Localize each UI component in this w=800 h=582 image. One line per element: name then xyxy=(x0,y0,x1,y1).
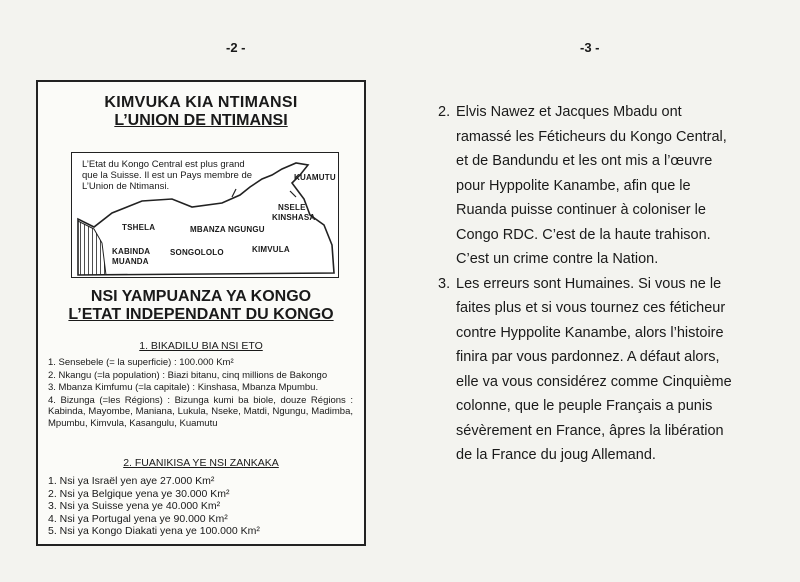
list-item: 2. Nkangu (=la population) : Biazi bitanu, cinq millions de Bakongo xyxy=(48,369,328,381)
box-title-kimvuka: KIMVUKA KIA NTIMANSI xyxy=(104,94,298,111)
map-label-kinshasa: KINSHASA xyxy=(272,213,316,222)
section2-list xyxy=(48,475,353,538)
text-line: Ruanda puisse continuer à coloniser le xyxy=(456,202,706,218)
map-label-tshela: TSHELA xyxy=(122,223,156,232)
section1-heading: 1. BIKADILU BIA NSI ETO xyxy=(139,340,263,352)
text-line: faites plus et si vous tournez ces féticheur xyxy=(456,300,726,316)
map-label-songololo: SONGOLOLO xyxy=(170,248,224,257)
list-item: 3. Nsi ya Suisse yena ye 40.000 Km² xyxy=(48,500,221,512)
map-label-kimvula: KIMVULA xyxy=(252,245,290,254)
text-line: ramassé les Féticheurs du Kongo Central, xyxy=(456,128,727,145)
list-item: 4. Bizunga (=les Régions) : Bizunga kumi ba biole, douze Régions : Kabinda, Mayombe, Maniana, Lukula, Nseke, Matdi, Ngungu, Madimba, Mpumbu, Kimvula, Kasangulu, Kuamutu xyxy=(48,394,353,429)
box-title-union: L’UNION DE NTIMANSI xyxy=(114,112,288,129)
section2-heading: 2. FUANIKISA YE NSI ZANKAKA xyxy=(123,457,279,469)
map-label-muanda: MUANDA xyxy=(112,257,149,266)
paragraph-item-2 xyxy=(438,100,768,272)
info-box xyxy=(36,80,366,546)
text-line: Elvis Nawez et Jacques Mbadu ont xyxy=(456,104,682,120)
map-label-kabinda: KABINDA xyxy=(112,247,151,256)
list-item: 1. Nsi ya Israël yen aye 27.000 Km² xyxy=(48,475,215,487)
text-line: finira par vous pardonnez. A défaut alors, xyxy=(456,349,720,365)
page-number-right: -3 - xyxy=(580,40,600,55)
map-label-nsele: NSELE xyxy=(278,203,306,212)
list-item: 3. Mbanza Kimfumu (=la capitale) : Kinshasa, Mbanza Mpumbu. xyxy=(48,382,319,393)
map-label-mbanza-ngungu: MBANZA NGUNGU xyxy=(190,225,265,234)
item-number: 3. xyxy=(438,275,451,292)
text-line: sévèrement en France, âpres la libération xyxy=(456,422,724,439)
text-line: contre Hyppolite Kanambe, alors l’histoire xyxy=(456,324,724,341)
text-line: Les erreurs sont Humaines. Si vous ne le xyxy=(456,275,722,292)
box-title-nsi-yampuanza: NSI YAMPUANZA YA KONGO xyxy=(90,288,312,305)
text-line: C’est un crime contre la Nation. xyxy=(456,251,659,267)
kongo-central-map xyxy=(71,152,339,278)
text-line: de la France du joug Allemand. xyxy=(456,447,656,463)
text-line: Congo RDC. C’est de la haute trahison. xyxy=(456,226,711,243)
section1-list xyxy=(48,357,353,430)
list-item: 5. Nsi ya Kongo Diakati yena ye 100.000 Km² xyxy=(48,525,260,537)
list-item: 1. Sensebele (= la superficie) : 100.000 Km² xyxy=(48,357,234,368)
list-item: 4. Nsi ya Portugal yena ye 90.000 Km² xyxy=(48,512,228,525)
box-title-etat-independant: L’ETAT INDEPENDANT DU KONGO xyxy=(68,306,334,323)
map-label-kuamutu: KUAMUTU xyxy=(294,173,336,182)
text-line: colonne, que le peuple Français a punis xyxy=(456,398,713,414)
text-line: et de Bandundu et les ont mis a l’œuvre xyxy=(456,153,713,169)
item-number: 2. xyxy=(438,104,451,120)
list-item: 2. Nsi ya Belgique yena ye 30.000 Km² xyxy=(48,487,230,500)
map-note: L’Etat du Kongo Central est plus grand que la Suisse. Il est un Pays membre de L’Union de Ntimansi. xyxy=(82,159,253,192)
paragraph-item-3 xyxy=(438,272,768,468)
text-line: pour Hyppolite Kanambe, afin que le xyxy=(456,177,691,194)
page-number-left: -2 - xyxy=(226,40,246,55)
right-page-text xyxy=(438,100,768,468)
text-line: elle va vous considérez comme Cinquième xyxy=(456,373,732,390)
